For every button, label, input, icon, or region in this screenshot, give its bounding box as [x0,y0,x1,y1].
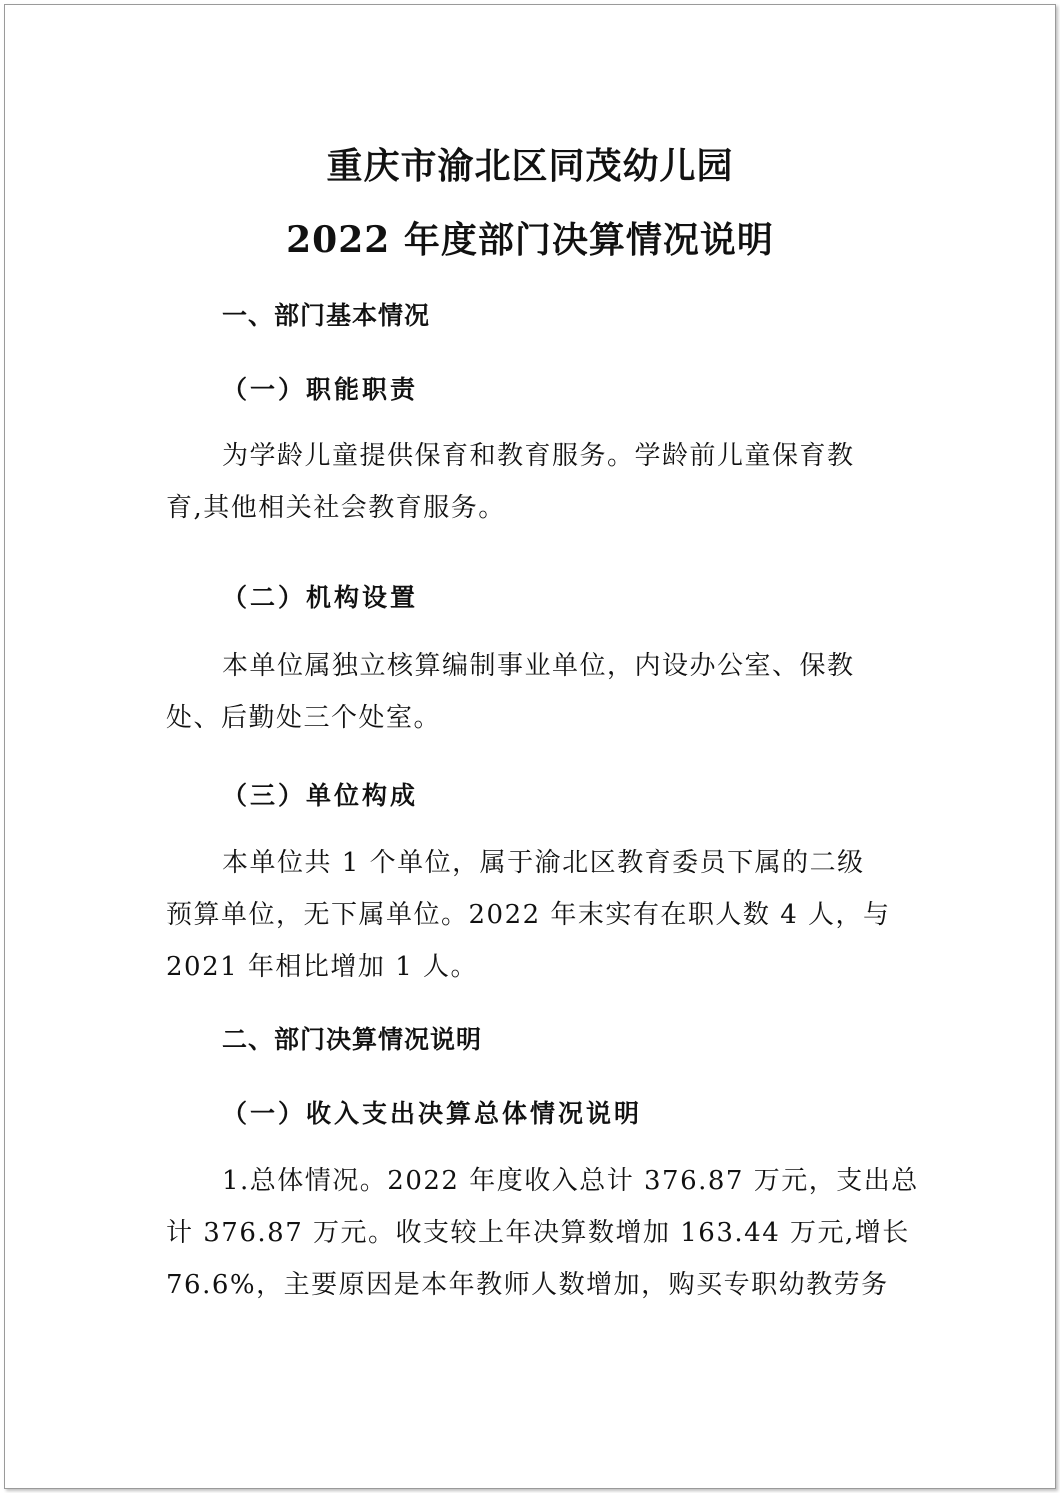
paragraph-line: 育,其他相关社会教育服务。 [166,493,506,523]
paragraph-line: 1.总体情况。2022 年度收入总计 376.87 万元，支出总 [222,1166,919,1196]
document-title-line1: 重庆市渝北区同茂幼儿园 [326,145,734,187]
paragraph-composition [166,837,891,993]
subsection-heading-composition: （三）单位构成 [222,781,419,810]
paragraph-line: 76.6%，主要原因是本年教师人数增加，购买专职幼教劳务 [166,1270,889,1300]
subsection-heading-income-expense: （一）收入支出决算总体情况说明 [222,1099,643,1128]
paragraph-income-expense [166,1155,919,1311]
paragraph-line: 2021 年相比增加 1 人。 [166,952,479,982]
paragraph-line: 本单位属独立核算编制事业单位，内设办公室、保教 [222,651,855,681]
paragraph-line: 本单位共 1 个单位，属于渝北区教育委员下属的二级 [222,848,865,878]
section-heading-1: 一、部门基本情况 [222,301,431,330]
paragraph-line: 计 376.87 万元。收支较上年决算数增加 163.44 万元,增长 [166,1218,910,1248]
paragraph-line: 预算单位，无下属单位。2022 年末实有在职人数 4 人，与 [166,900,891,930]
subsection-heading-functions: （一）职能职责 [222,375,419,404]
paragraph-functions [166,430,886,534]
section-heading-2: 二、部门决算情况说明 [222,1025,483,1054]
paragraph-line: 处、后勤处三个处室。 [166,703,442,733]
paragraph-line: 为学龄儿童提供保育和教育服务。学龄前儿童保育教 [222,441,855,471]
document-title-line2: 2022 年度部门决算情况说明 [286,219,774,261]
subsection-heading-organization: （二）机构设置 [222,583,419,612]
paragraph-organization [166,640,886,744]
